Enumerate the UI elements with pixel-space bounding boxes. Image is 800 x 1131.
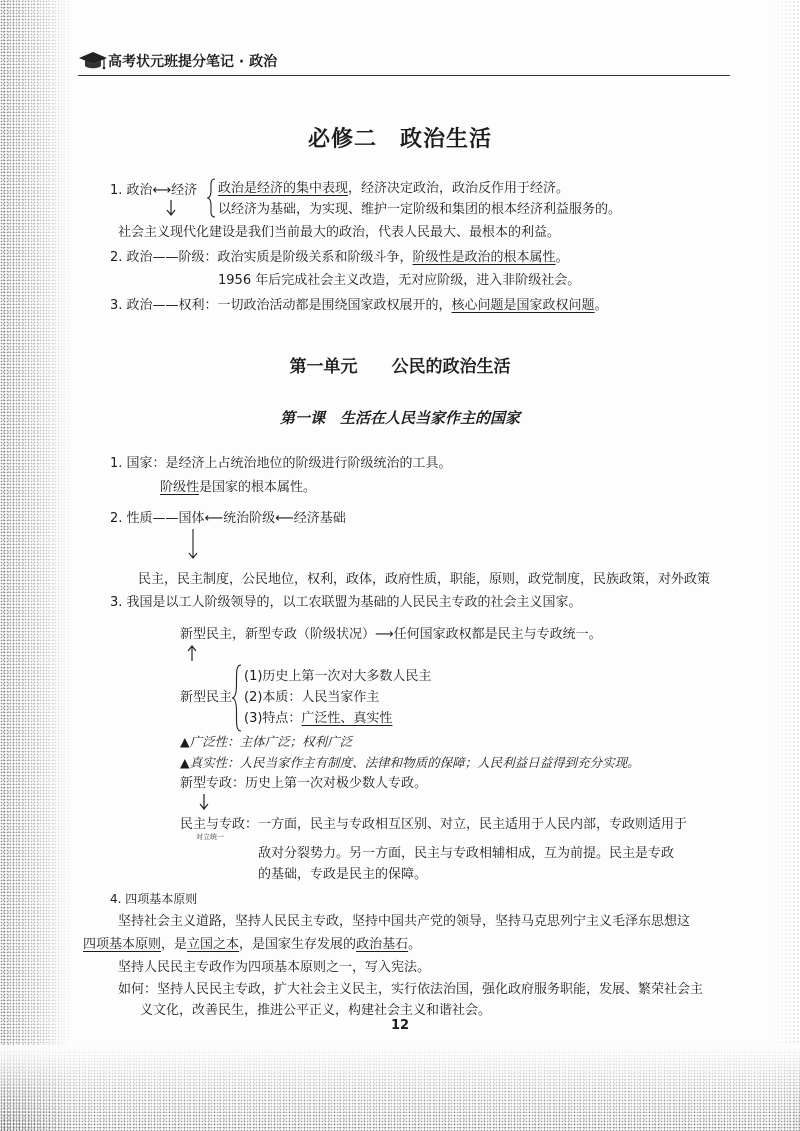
intro-item-2-note: 1956 年后完成社会主义改造，无对应阶级，进入非阶级社会。 [218,273,581,288]
text-run: 。 [555,250,569,265]
running-header-title: 高考状元班提分笔记 · 政治 [108,54,278,70]
democracy-dictatorship-label: 民主与专政： [180,817,259,832]
lesson-item-4-title: 4. 四项基本原则 [110,892,198,906]
unit-title: 第一单元 公民的政治生活 [289,357,511,377]
underlined-phrase: 阶级性是政治的根本属性 [412,250,556,265]
intro-item-1-label: 1. 政治⟷经济 [110,183,198,198]
lesson-item-2: 2. 性质——国体⟵统治阶级⟵经济基础 [110,511,346,526]
scan-noise-bottom-edge [0,1045,800,1131]
democracy-dictatorship-line: 敌对分裂势力。另一方面，民主与专政相辅相成，互为前提。民主是专政 [258,846,675,861]
authenticity-note: ▲真实性：人民当家作主有制度、法律和物质的保障；人民利益日益得到充分实现。 [180,755,640,770]
page-title: 必修二 政治生活 [307,127,492,152]
scan-noise-left-edge [0,0,72,1131]
text-run: 3. 政治——权利：一切政治活动都是围绕国家政权展开的， [110,298,452,313]
intro-item-3 [110,297,608,314]
text-run: 。 [594,298,608,313]
lesson-item-4-line: 坚持社会主义道路，坚持人民民主专政，坚持中国共产党的领导，坚持马克思列宁主义毛泽东思想这 [118,914,691,929]
new-democracy-point: (1)历史上第一次对大多数人民主 [244,669,432,684]
text-run: ，是 [161,937,188,952]
lesson-item-4-line: 坚持人民民主专政作为四项基本原则之一，写入宪法。 [118,960,431,975]
underlined-phrase: 政治是经济的集中表现 [218,181,349,196]
lesson-title: 第一课 生活在人民当家作主的国家 [279,409,520,427]
text-run: 。 [408,937,422,952]
graduation-cap-icon [78,50,108,72]
arrow-down-icon [186,528,200,560]
left-brace-icon [231,664,242,732]
lesson-item-4-line [83,936,421,953]
underlined-phrase: 政治基石 [356,937,409,952]
underlined-phrase: 立国之本 [187,937,240,952]
lesson-item-1-sub [160,479,316,496]
lesson-item-4-line: 如何：坚持人民民主专政，扩大社会主义民主，实行依法治国，强化政府服务职能，发展、繁荣社会主 [118,982,704,997]
democracy-dictatorship-line: 的基础，专政是民主的保障。 [258,867,428,882]
lesson-item-4-line: 义文化，改善民生，推进公平正义，构建社会主义和谐社会。 [140,1003,492,1018]
intro-item-1-relation-b: 以经济为基础，为实现、维护一定阶级和集团的根本经济利益服务的。 [218,202,622,217]
lesson-item-2-determines: 民主，民主制度，公民地位，权利，政体，政府性质，职能，原则，政党制度，民族政策，对外政策 [138,572,711,587]
arrow-down-icon [197,793,211,811]
text-run: ，经济决定政治，政治反作用于经济。 [348,181,570,196]
lesson-item-1: 1. 国家：是经济上占统治地位的阶级进行阶级统治的工具。 [110,456,452,471]
text-run: 是国家的根本属性。 [199,480,317,495]
breadth-note: ▲广泛性：主体广泛；权利广泛 [180,734,353,749]
intro-item-1-note: 社会主义现代化建设是我们当前最大的政治，代表人民最大、最根本的利益。 [118,225,561,240]
text-run: 2. 政治——阶级：政治实质是阶级关系和阶级斗争， [110,250,413,265]
header-rule [78,75,730,76]
arrow-up-icon [185,644,199,662]
new-system-summary: 新型民主，新型专政（阶级状况）⟶任何国家政权都是民主与专政统一。 [180,627,602,642]
scan-noise-right-edge [772,0,800,1131]
intro-item-2 [110,249,569,266]
underlined-phrase: 阶级性 [160,480,200,495]
new-dictatorship: 新型专政：历史上第一次对极少数人专政。 [180,776,428,791]
underlined-phrase: 核心问题是国家政权问题 [451,298,595,313]
left-brace-icon [206,178,216,218]
lesson-item-3: 3. 我国是以工人阶级领导的，以工农联盟为基础的人民民主专政的社会主义国家。 [110,595,582,610]
handwritten-annotation: 对立统一 [196,833,224,841]
arrow-down-icon [164,199,178,217]
new-democracy-point: (2)本质：人民当家作主 [244,690,380,705]
text-run: ，是国家生存发展的 [239,937,357,952]
underlined-phrase: 四项基本原则 [83,937,162,952]
new-democracy-feature [244,710,392,727]
text-run: (3)特点： [244,711,302,726]
new-democracy-label: 新型民主 [180,690,233,705]
underlined-phrase: 广泛性、真实性 [301,711,393,726]
page-number: 12 [390,1018,410,1033]
intro-item-1-relation-a [218,180,569,197]
democracy-dictatorship-line: 一方面，民主与专政相互区别、对立，民主适用于人民内部，专政则适用于 [258,817,688,832]
